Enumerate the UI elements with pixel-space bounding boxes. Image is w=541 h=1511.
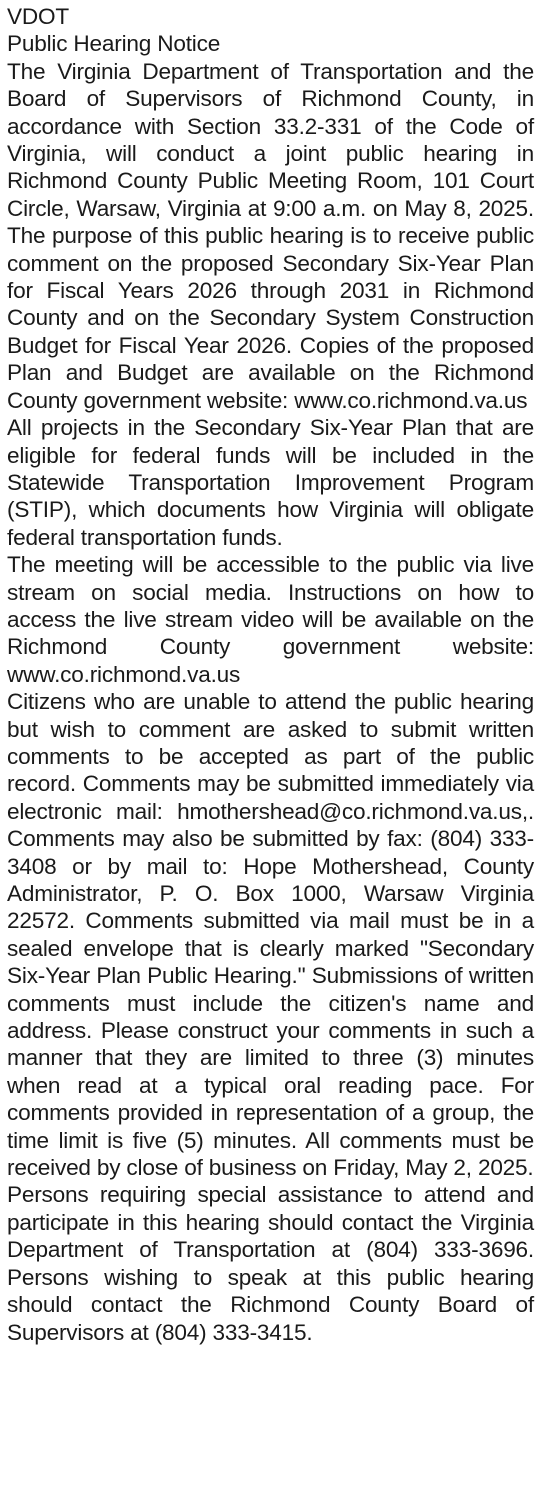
notice-paragraph-written-comments: Citizens who are unable to attend the public hearing but wish to comment are asked to submit written comments to be accepted as part of the public record. Comments may be submitted immediately via electronic mail: hmothershead@co.richmond.va.us,. Comments may also be submitted by fax: (804) 333-3408 or by mail to: Hope Mothershead, County Administrator, P. O. Box 1000, Warsaw Virginia 22572. Comments submitted via mail must be in a sealed envelope that is clearly marked "Secondary Six-Year Plan Public Hearing." Submissions of written comments must include the citizen's name and address. Please construct your comments in such a manner that they are limited to three (3) minutes when read at a typical oral reading pace. For comments provided in representation of a group, the time limit is five (5) minutes. All comments must be received by close of business on Friday, May 2, 2025. (7, 689, 534, 1181)
notice-heading: Public Hearing Notice (7, 31, 221, 57)
notice-paragraph-special-assistance: Persons requiring special assistance to attend and participate in this hearing should contact the Virginia Department of Transportation at (804) 333-3696. Persons wishing to speak at this public hearing should contact the Richmond County Board of Supervisors at (804) 333-3415. (7, 1182, 534, 1345)
notice-paragraph-federal-funds: All projects in the Secondary Six-Year Plan that are eligible for federal funds will be included in the Statewide Transportation Improvement Program (STIP), which documents how Virginia will obligate federal transportation funds. (7, 415, 534, 550)
notice-paragraph-intro: The Virginia Department of Transportation and the Board of Supervisors of Richmond County, in accordance with Section 33.2-331 of the Code of Virginia, will conduct a joint public hearing in Richmond County Public Meeting Room, 101 Court Circle, Warsaw, Virginia at 9:00 a.m. on May 8, 2025. The purpose of this public hearing is to receive public comment on the proposed Secondary Six-Year Plan for Fiscal Years 2026 through 2031 in Richmond County and on the Secondary System Construction Budget for Fiscal Year 2026. Copies of the proposed Plan and Budget are available on the Richmond County government website: www.co.richmond.va.us (7, 58, 534, 413)
notice-paragraph-live-stream: The meeting will be accessible to the public via live stream on social media. Instructions on how to access the live stream video will be available on the Richmond County government website: www.co.richmond.va.us (7, 552, 534, 687)
agency-name: VDOT (7, 4, 69, 29)
